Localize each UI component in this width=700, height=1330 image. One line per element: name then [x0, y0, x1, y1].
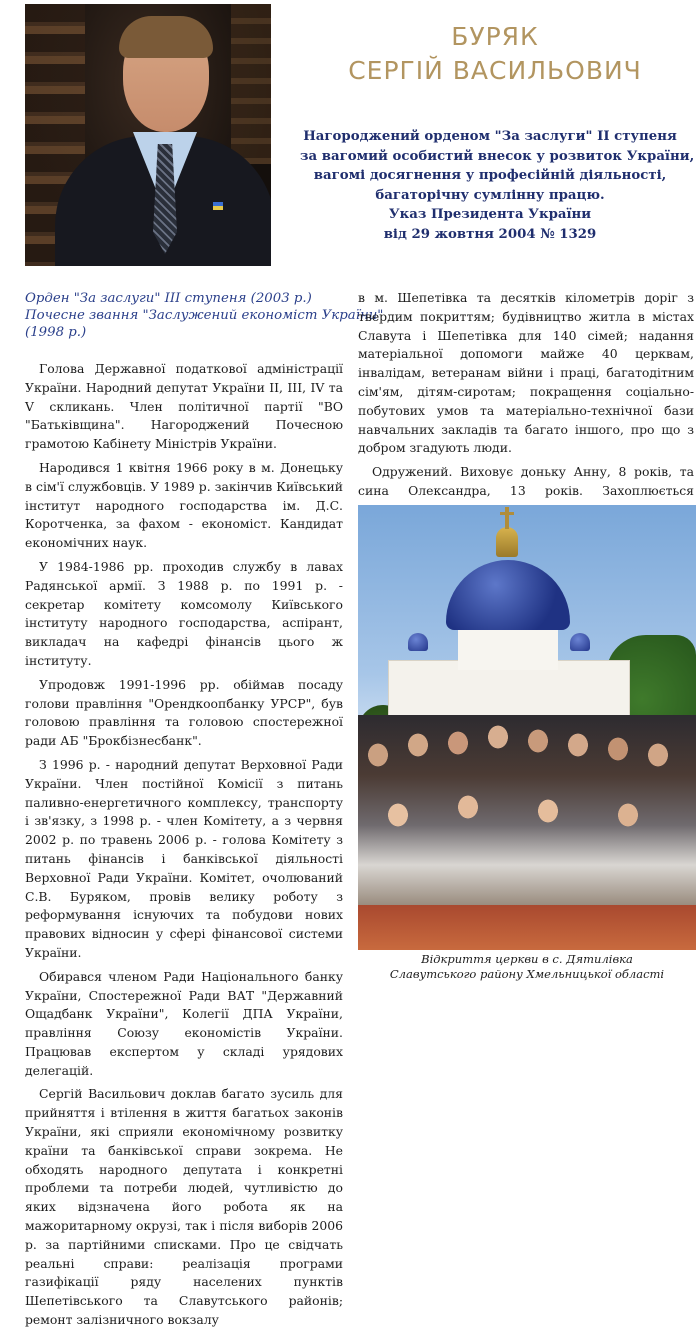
- award-line: багаторічну сумлінну працю.: [375, 187, 605, 203]
- caption-line: Відкриття церкви в с. Дятилівка: [421, 952, 633, 966]
- caption-line: Славутського району Хмельницької області: [389, 967, 665, 981]
- cross: [505, 507, 509, 529]
- paragraph: Голова Державної податкової адміністрації України. Народний депутат України II, III, IV та V скликань. Член політичної партії "ВО "Батьківщина". Нагороджений Почесною грамотою Кабінету Міністрів України.: [25, 361, 343, 452]
- award-line: вагомі досягнення у професійній діяльності,: [313, 168, 667, 184]
- paragraph: З 1996 р. - народний депутат Верховної Ради України. Член постійної Комісії з питань паливно-енергетичного комплексу, транспорту і зв'язку, з 1998 р. - член Комітету, а з червня 2002 р. по травень 2006 р. - голова Комітету з питань фінансів і банківської діяльності Верховної Ради України. Комітет, очолюваний С.В. Буряком, провів велику роботу з реформування існуючих та побудови нових правових відносин у сфері фінансової системи України.: [25, 756, 343, 960]
- award-text: [300, 127, 695, 245]
- paragraph: Народився 1 квітня 1966 року в м. Донецьку в сім'ї службовців. У 1989 р. закінчив Київський інститут народного господарства ім. Д.С. Коротченка, за фахом - економіст. Кандидат економічних наук.: [25, 459, 343, 551]
- biography-left-column: [25, 360, 343, 1330]
- order-line: Почесне звання "Заслужений економіст України": [25, 308, 384, 323]
- paragraph: Обирався членом Ради Національного банку України, Спостережної Ради ВАТ "Державний Ощадбанк України", Колегії ДПА України, правління Союзу економістів України. Працював експертом у складі урядових делегацій.: [25, 968, 343, 1078]
- orders-list: [25, 290, 384, 341]
- paragraph: Одружений. Виховує доньку Анну, 8 років, та сина Олександра, 13 років. Захоплюється: [358, 464, 694, 498]
- award-line: від 29 жовтня 2004 № 1329: [383, 226, 597, 242]
- award-line: Указ Президента України: [388, 207, 592, 223]
- given-name: СЕРГІЙ ВАСИЛЬОВИЧ: [348, 56, 642, 85]
- order-line: (1998 р.): [25, 325, 87, 340]
- award-line: за вагомий особистий внесок у розвиток України,: [300, 148, 695, 164]
- small-dome-right: [570, 633, 590, 651]
- paragraph: в м. Шепетівка та десятків кілометрів доріг з твердим покриттям; будівництво житла в містах Славута і Шепетівка для 140 сімей; надання матеріальної допомоги майже 40 церквам, інвалідам, ветеранам війни і праці, багатодітним сім'ям, дітям-сиротам; покращення соціально-побутових умов та матеріально-технічної бази навчальних закладів та багато іншого, про що з добром згадують люди.: [358, 290, 694, 456]
- small-dome-left: [408, 633, 428, 651]
- portrait-photo: [25, 4, 271, 266]
- photo-caption: [358, 952, 696, 982]
- flag-pin: [213, 202, 223, 210]
- paragraph: У 1984-1986 рр. проходив службу в лавах Радянської армії. З 1988 р. по 1991 р. - секретар комітету комсомолу Київського інституту народного господарства, аспірант, викладач на кафедрі фінансів цього ж інституту.: [25, 558, 343, 668]
- paragraph: Упродовж 1991-1996 рр. обіймав посаду голови правління "Орендкоопбанку УРСР", був головою правління та головою спостережної ради АБ "Брокбізнесбанк".: [25, 676, 343, 749]
- crowd-of-people: [358, 715, 696, 915]
- gold-cupola: [496, 527, 518, 557]
- blue-dome: [446, 560, 570, 630]
- bookshelf-right: [231, 4, 271, 164]
- paragraph: Сергій Васильович доклав багато зусиль для прийняття і втілення в життя багатьох законів України, які сприяли економічному розвитку країни та банківської справи зокрема. Не обходять народного депутата і конкретні проблеми та потреби людей, чутливістю до яких відзначена його робота як на мажоритарному окрузі, так і після виборів 2006 р. за партійними списками. Про це свідчать реальні справи: реалізація програми газифікації ряду населених пунктів Шепетівського та Славутського районів; ремонт залізничного вокзалу: [25, 1086, 343, 1328]
- award-line: Нагороджений орденом "За заслуги" II ступеня: [303, 129, 677, 144]
- red-carpet: [358, 905, 696, 950]
- person-name: [300, 20, 690, 88]
- order-line: Орден "За заслуги" III ступеня (2003 р.): [25, 291, 312, 306]
- church-opening-photo: [358, 505, 696, 950]
- surname: БУРЯК: [451, 22, 539, 51]
- hair: [119, 16, 213, 58]
